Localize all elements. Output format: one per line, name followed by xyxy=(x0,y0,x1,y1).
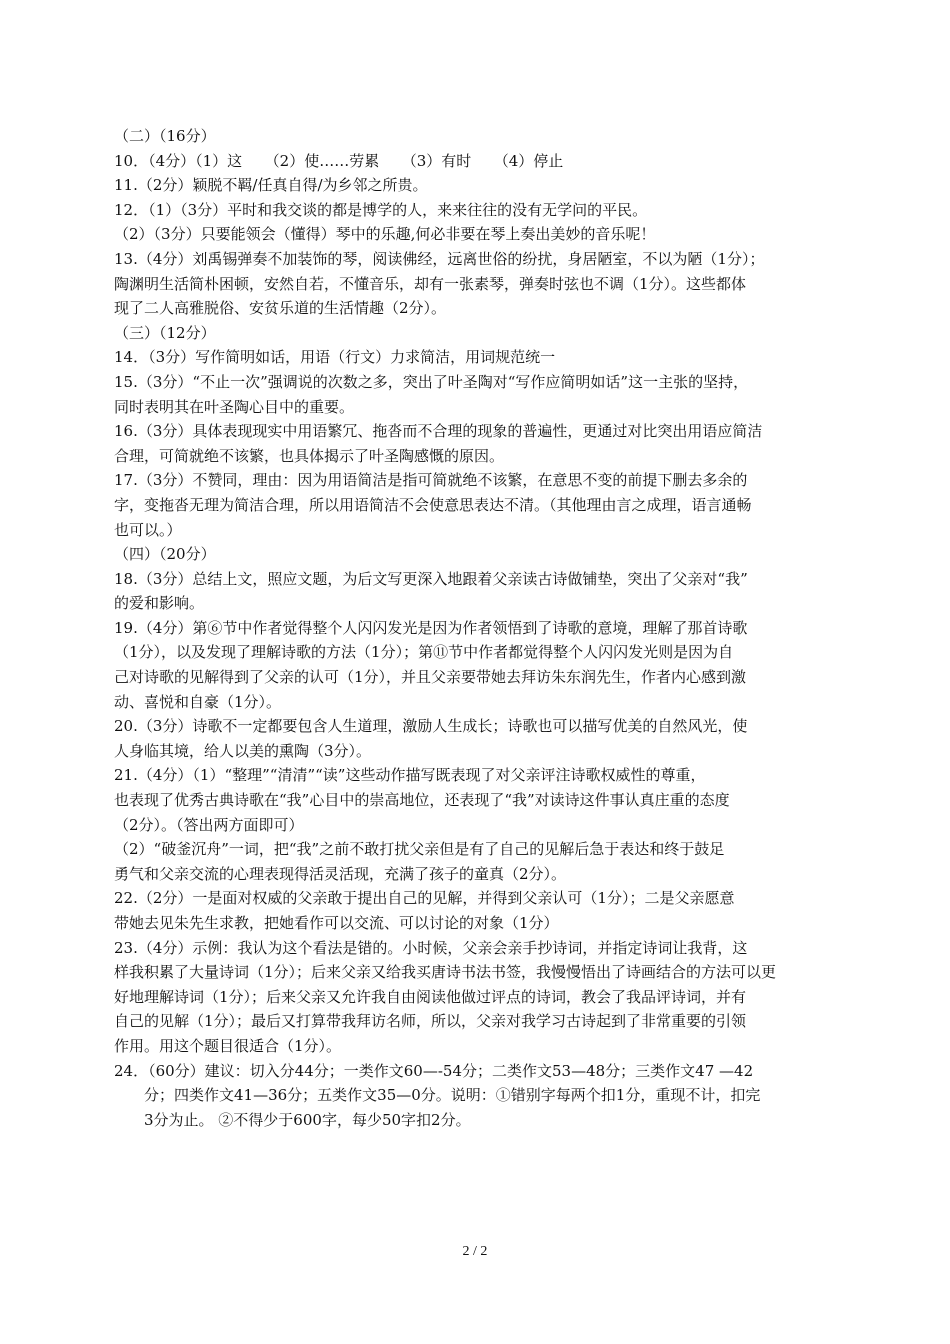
answer-24-line-2: 分；四类作文41—36分；五类作文35—0分。说明：①错别字每两个扣1分，重现不计，扣完 xyxy=(144,1086,761,1105)
answer-24-line-3: 3分为止。 ②不得少于600字，每少50字扣2分。 xyxy=(144,1110,471,1129)
answer-18-line-2: 的爱和影响。 xyxy=(114,594,205,613)
answer-20-line-1: 20.（3分）诗歌不一定都要包含人生道理，激励人生成长；诗歌也可以描写优美的自然风光，使 xyxy=(114,717,748,736)
answer-23-line-3: 好地理解诗词（1分）；后来父亲又允许我自由阅读他做过评点的诗词，教会了我品评诗词，并有 xyxy=(114,987,747,1006)
answer-14: 14．（3分）写作简明如话，用语（行文）力求简洁，用词规范统一 xyxy=(114,348,556,367)
answer-10: 10．（4分）（1）这 （2）使……劳累 （3）有时 （4）停止 xyxy=(114,151,564,170)
answer-13-line-1: 13.（4分）刘禹锡弹奏不加装饰的琴，阅读佛经，远离世俗的纷扰，身居陋室，不以为陋（1分）； xyxy=(114,249,765,268)
answer-17-line-1: 17.（3分）不赞同，理由：因为用语简洁是指可简就绝不该繁，在意思不变的前提下删去多余的 xyxy=(114,471,748,490)
page-number: 2 / 2 xyxy=(462,1244,488,1259)
answer-24-line-1: 24．（60分）建议：切入分44分；一类作文60—-54分；二类作文53—48分；三类作文47 —42 xyxy=(114,1061,754,1080)
answer-15-line-2: 同时表明其在叶圣陶心目中的重要。 xyxy=(114,397,355,416)
answer-23-line-2: 样我积累了大量诗词（1分）；后来父亲又给我买唐诗书法书签，我慢慢悟出了诗画结合的方法可以更 xyxy=(114,963,777,982)
answer-23-line-5: 作用。用这个题目很适合（1分）。 xyxy=(114,1036,342,1055)
answer-22-line-2: 带她去见朱先生求教，把她看作可以交流、可以讨论的对象（1分） xyxy=(114,914,559,932)
answer-12-part-2: （2）（3分）只要能领会（懂得）琴中的乐趣,何必非要在琴上奏出美妙的音乐呢！ xyxy=(114,225,656,244)
section-heading-2: （二）（16分） xyxy=(114,127,216,145)
answer-21-line-3: （2分）。（答出两方面即可） xyxy=(114,815,304,834)
answer-16-line-2: 合理，可简就绝不该繁，也具体揭示了叶圣陶感慨的原因。 xyxy=(114,446,505,465)
section-heading-4: （四）（20分） xyxy=(114,545,216,564)
answer-20-line-2: 人身临其境，给人以美的熏陶（3分）。 xyxy=(114,741,372,760)
answer-17-line-3: 也可以。） xyxy=(114,520,182,539)
answer-23-line-4: 自己的见解（1分）；最后又打算带我拜访名师，所以，父亲对我学习古诗起到了非常重要的引领 xyxy=(114,1012,747,1031)
answer-13-line-2: 陶渊明生活简朴困顿，安然自若，不懂音乐，却有一张素琴，弹奏时弦也不调（1分）。这些都体 xyxy=(114,274,747,293)
answer-17-line-2: 字，变拖沓无理为简洁合理，所以用语简洁不会使意思表达不清。（其他理由言之成理，语言通畅 xyxy=(114,495,752,514)
answer-13-line-3: 现了二人高雅脱俗、安贫乐道的生活情趣（2分）。 xyxy=(114,299,447,318)
answer-12-part-1: 12．（1）（3分）平时和我交谈的都是博学的人，来来往往的没有无学问的平民。 xyxy=(114,200,648,219)
answer-19-line-3: 己对诗歌的见解得到了父亲的认可（1分），并且父亲要带她去拜访朱东润先生，作者内心感到激 xyxy=(114,668,747,687)
answer-21-line-4: （2）“破釜沉舟”一词，把“我”之前不敢打扰父亲但是有了自己的见解后急于表达和终于鼓足 xyxy=(114,840,725,859)
answer-key-body xyxy=(114,124,840,1132)
answer-22-line-1: 22.（2分）一是面对权威的父亲敢于提出自己的见解，并得到父亲认可（1分）；二是父亲愿意 xyxy=(114,889,735,908)
answer-21-line-1: 21.（4分）（1）“整理”“清清”“读”这些动作描写既表现了对父亲评注诗歌权威性的尊重， xyxy=(114,766,706,785)
answer-21-line-2: 也表现了优秀古典诗歌在“我”心目中的崇高地位，还表现了“我”对读诗这件事认真庄重的态度 xyxy=(114,791,730,810)
section-heading-3: （三）（12分） xyxy=(114,323,216,342)
answer-19-line-4: 动、喜悦和自豪（1分）。 xyxy=(114,692,282,711)
answer-18-line-1: 18.（3分）总结上文，照应文题，为后文写更深入地跟着父亲读古诗做铺垫，突出了父亲对“我” xyxy=(114,569,748,588)
answer-19-line-2: （1分），以及发现了理解诗歌的方法（1分）；第⑪节中作者都觉得整个人闪闪发光则是因为自 xyxy=(114,643,734,662)
answer-23-line-1: 23.（4分）示例：我认为这个看法是错的。小时候，父亲会亲手抄诗词，并指定诗词让我背，这 xyxy=(114,938,748,957)
answer-21-line-5: 勇气和父亲交流的心理表现得活灵活现，充满了孩子的童真（2分）。 xyxy=(114,864,567,883)
answer-11: 11.（2分）颖脱不羁/任真自得/为乡邻之所贵。 xyxy=(114,176,428,195)
answer-15-line-1: 15.（3分）“不止一次”强调说的次数之多，突出了叶圣陶对“写作应简明如话”这一主张的坚持， xyxy=(114,372,749,391)
answer-19-line-1: 19.（4分）第⑥节中作者觉得整个人闪闪发光是因为作者领悟到了诗歌的意境，理解了那首诗歌 xyxy=(114,618,748,637)
answer-16-line-1: 16.（3分）具体表现现实中用语繁冗、拖沓而不合理的现象的普遍性，更通过对比突出用语应简洁 xyxy=(114,422,763,441)
